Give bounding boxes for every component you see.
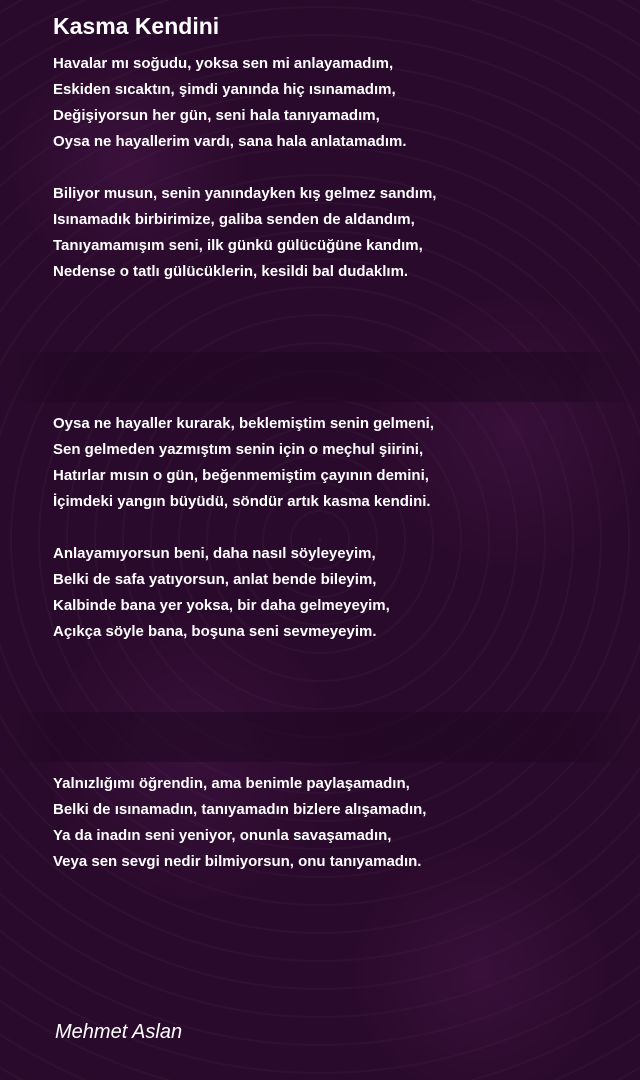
stanza-2 xyxy=(53,181,436,285)
section-divider xyxy=(0,352,640,402)
poem-line: İçimdeki yangın büyüdü, söndür artık kasma kendini. xyxy=(53,493,431,510)
poem-line: Oysa ne hayallerim vardı, sana hala anlatamadım. xyxy=(53,133,407,150)
stanza-5 xyxy=(53,771,426,875)
poem-line: Eskiden sıcaktın, şimdi yanında hiç ısınamadım, xyxy=(53,81,396,98)
poem-line: Yalnızlığımı öğrendin, ama benimle paylaşamadın, xyxy=(53,775,410,792)
poem-line: Isınamadık birbirimize, galiba senden de aldandım, xyxy=(53,211,415,228)
section-divider xyxy=(0,712,640,762)
stanza-4 xyxy=(53,541,390,645)
author-name: Mehmet Aslan xyxy=(55,1021,183,1043)
poem-line: Kalbinde bana yer yoksa, bir daha gelmeyeyim, xyxy=(53,597,390,614)
poem-line: Oysa ne hayaller kurarak, beklemiştim senin gelmeni, xyxy=(53,415,435,432)
stanza-3 xyxy=(53,411,434,515)
poem-line: Hatırlar mısın o gün, beğenmemiştim çayının demini, xyxy=(53,467,429,484)
poem-line: Sen gelmeden yazmıştım senin için o meçhul şiirini, xyxy=(53,441,424,458)
poem-line: Veya sen sevgi nedir bilmiyorsun, onu tanıyamadın. xyxy=(53,853,422,870)
stanza-1 xyxy=(53,51,407,155)
poem-line: Açıkça söyle bana, boşuna seni sevmeyeyim. xyxy=(53,623,377,640)
poem-line: Anlayamıyorsun beni, daha nasıl söyleyeyim, xyxy=(53,545,376,562)
poem-line: Belki de ısınamadın, tanıyamadın bizlere alışamadın, xyxy=(53,801,427,818)
poem-line: Belki de safa yatıyorsun, anlat bende bileyim, xyxy=(53,571,377,588)
poem-line: Değişiyorsun her gün, seni hala tanıyamadım, xyxy=(53,107,380,124)
poem-line: Ya da inadın seni yeniyor, onunla savaşamadın, xyxy=(53,827,392,844)
poem-line: Tanıyamamışım seni, ilk günkü gülücüğüne kandım, xyxy=(53,237,423,254)
poem-line: Havalar mı soğudu, yoksa sen mi anlayamadım, xyxy=(53,55,394,72)
poem-title: Kasma Kendini xyxy=(53,13,220,39)
poem-line: Biliyor musun, senin yanındayken kış gelmez sandım, xyxy=(53,185,437,202)
poem-line: Nedense o tatlı gülücüklerin, kesildi bal dudaklım. xyxy=(53,263,409,280)
